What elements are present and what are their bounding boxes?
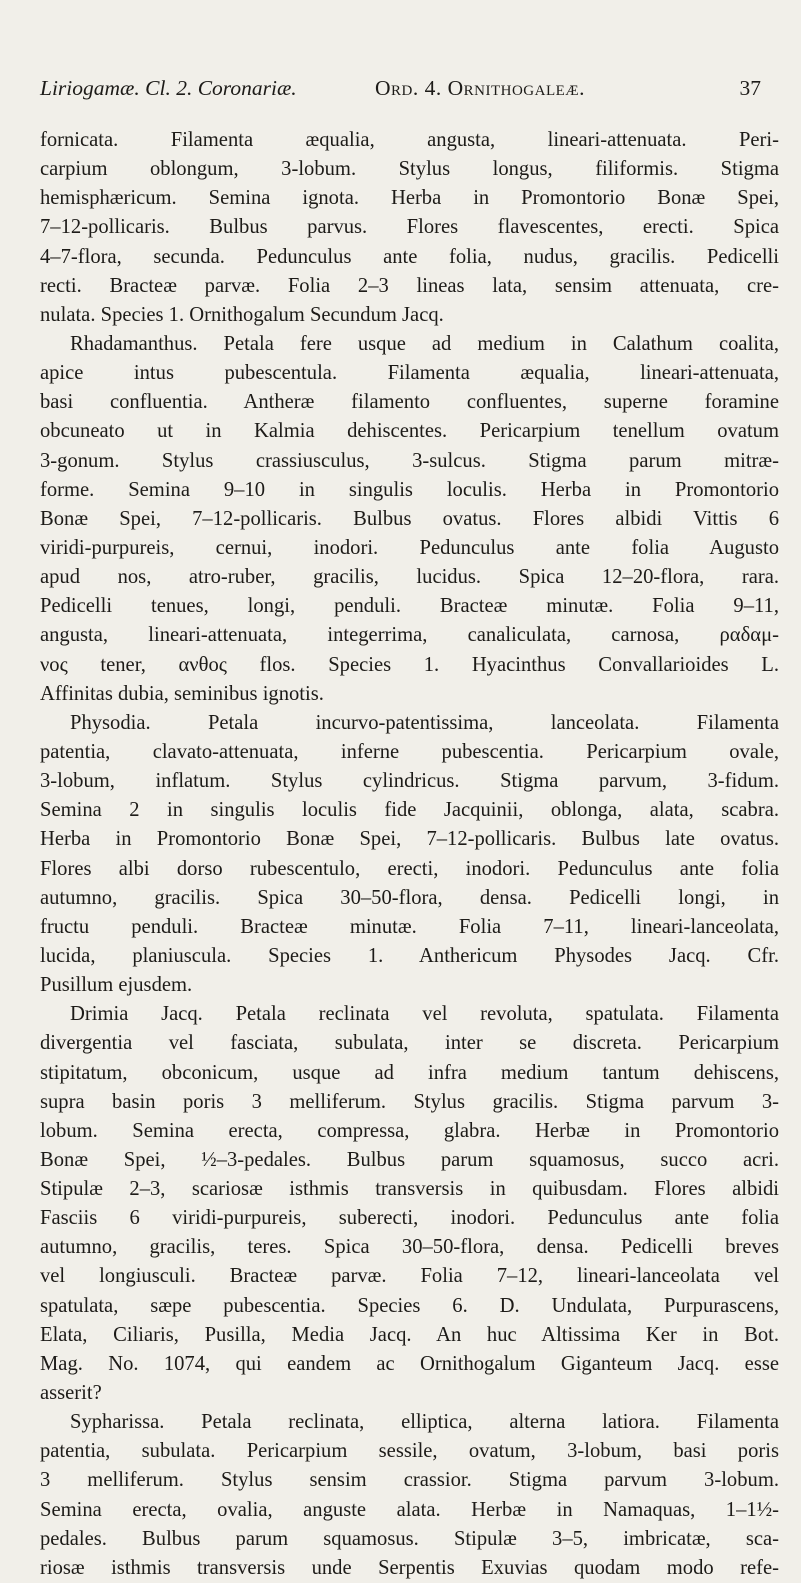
text-line: Drimia Jacq. Petala reclinata vel revoluta, spatulata. Filamenta (70, 1003, 779, 1026)
text-line: autumno, gracilis. Spica 30–50-flora, densa. Pedicelli longi, in (40, 886, 779, 909)
text-line: 3 melliferum. Stylus sensim crassior. Stigma parvum 3-lobum. (40, 1469, 779, 1492)
text-line: Rhadamanthus. Petala fere usque ad medium in Calathum coalita, (70, 332, 779, 355)
text-line: fructu penduli. Bracteæ minutæ. Folia 7–11, lineari-lanceolata, (40, 915, 779, 938)
text-line: Fasciis 6 viridi-purpureis, suberecti, inodori. Pedunculus ante folia (40, 1207, 779, 1230)
text-line: lobum. Semina erecta, compressa, glabra. Herbæ in Promontorio (40, 1119, 779, 1142)
running-header (40, 76, 761, 116)
text-line: fornicata. Filamenta æqualia, angusta, lineari-attenuata. Peri- (40, 129, 779, 151)
text-line: Flores albi dorso rubescentulo, erecti, inodori. Pedunculus ante folia (40, 857, 779, 880)
text-line: Elata, Ciliaris, Pusilla, Media Jacq. An huc Altissima Ker in Bot. (40, 1323, 779, 1346)
text-line: recti. Bracteæ parvæ. Folia 2–3 lineas lata, sensim attenuata, cre- (40, 274, 779, 297)
text-line: asserit? (40, 1382, 102, 1405)
text-line: supra basin poris 3 melliferum. Stylus gracilis. Stigma parvum 3- (40, 1090, 779, 1113)
text-line: Herba in Promontorio Bonæ Spei, 7–12-pollicaris. Bulbus late ovatus. (40, 828, 779, 851)
text-line: 3-lobum, inflatum. Stylus cylindricus. Stigma parvum, 3-fidum. (40, 770, 779, 793)
text-line: νος tener, ανθος flos. Species 1. Hyacinthus Convallarioides L. (40, 653, 779, 676)
text-line: 7–12-pollicaris. Bulbus parvus. Flores flavescentes, erecti. Spica (40, 216, 779, 239)
text-line: 4–7-flora, secunda. Pedunculus ante folia, nudus, gracilis. Pedicelli (40, 245, 779, 268)
text-line: spatulata, sæpe pubescentia. Species 6. D. Undulata, Purpurascens, (40, 1294, 779, 1317)
text-line: Sypharissa. Petala reclinata, elliptica, alterna latiora. Filamenta (70, 1411, 779, 1434)
text-line: Semina 2 in singulis loculis fide Jacquinii, oblonga, alata, scabra. (40, 799, 779, 822)
text-line: patentia, subulata. Pericarpium sessile, ovatum, 3-lobum, basi poris (40, 1440, 779, 1463)
text-line: obcuneato ut in Kalmia dehiscentes. Pericarpium tenellum ovatum (40, 420, 779, 443)
text-line: basi confluentia. Antheræ filamento confluentes, superne foramine (40, 391, 779, 414)
text-line: stipitatum, obconicum, usque ad infra medium tantum dehiscens, (40, 1061, 779, 1084)
text-line: Bonæ Spei, ½–3-pedales. Bulbus parum squamosus, succo acri. (40, 1148, 779, 1171)
order-heading: Ord. 4. Ornithogaleæ. (375, 76, 586, 100)
text-line: 3-gonum. Stylus crassiusculus, 3-sulcus. Stigma parum mitræ- (40, 449, 779, 472)
text-line: Affinitas dubia, seminibus ignotis. (40, 682, 324, 705)
text-line: pedales. Bulbus parum squamosus. Stipulæ 3–5, imbricatæ, sca- (40, 1527, 779, 1550)
text-line: Semina erecta, ovalia, anguste alata. Herbæ in Namaquas, 1–1½- (40, 1498, 779, 1521)
text-line: Stipulæ 2–3, scariosæ isthmis transversis in quibusdam. Flores albidi (40, 1178, 779, 1201)
running-title: Liriogamæ. Cl. 2. Coronariæ. (40, 76, 297, 100)
text-line: vel longiusculi. Bracteæ parvæ. Folia 7–12, lineari-lanceolata vel (40, 1265, 779, 1288)
text-line: Bonæ Spei, 7–12-pollicaris. Bulbus ovatus. Flores albidi Vittis 6 (40, 507, 779, 530)
page-body (40, 126, 779, 1583)
text-line: divergentia vel fasciata, subulata, inter se discreta. Pericarpium (40, 1032, 779, 1055)
text-line: riosæ isthmis transversis unde Serpentis Exuvias quodam modo refe- (40, 1556, 779, 1579)
text-line: hemisphæricum. Semina ignota. Herba in Promontorio Bonæ Spei, (40, 187, 779, 210)
text-line: forme. Semina 9–10 in singulis loculis. Herba in Promontorio (40, 478, 779, 501)
text-line: viridi-purpureis, cernui, inodori. Pedunculus ante folia Augusto (40, 536, 779, 559)
text-line: apice intus pubescentula. Filamenta æqualia, lineari-attenuata, (40, 362, 779, 385)
text-line: apud nos, atro-ruber, gracilis, lucidus. Spica 12–20-flora, rara. (40, 566, 779, 589)
text-line: carpium oblongum, 3-lobum. Stylus longus, filiformis. Stigma (40, 158, 779, 181)
text-line: autumno, gracilis, teres. Spica 30–50-flora, densa. Pedicelli breves (40, 1236, 779, 1259)
text-line: Physodia. Petala incurvo-patentissima, lanceolata. Filamenta (70, 711, 779, 734)
text-line: nulata. Species 1. Ornithogalum Secundum Jacq. (40, 303, 444, 326)
text-line: patentia, clavato-attenuata, inferne pubescentia. Pericarpium ovale, (40, 740, 779, 763)
text-line: Pusillum ejusdem. (40, 974, 193, 997)
page-number: 37 (739, 76, 761, 100)
text-line: Pedicelli tenues, longi, penduli. Bracteæ minutæ. Folia 9–11, (40, 595, 779, 618)
text-line: Mag. No. 1074, qui eandem ac Ornithogalum Giganteum Jacq. esse (40, 1352, 779, 1375)
text-line: lucida, planiuscula. Species 1. Anthericum Physodes Jacq. Cfr. (40, 944, 779, 967)
text-line: angusta, lineari-attenuata, integerrima, canaliculata, carnosa, ραδαμ- (40, 624, 779, 647)
